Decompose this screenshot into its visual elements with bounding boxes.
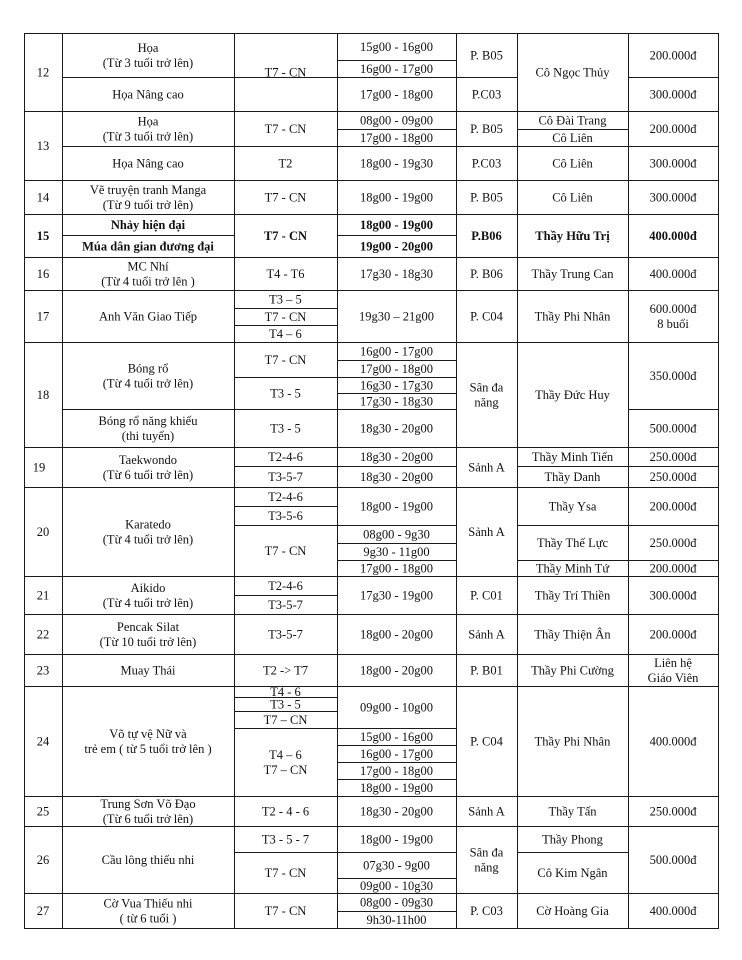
course-time: 07g30 - 9g00 [363,858,430,873]
course-days: T4 – 6 T7 – CN [263,748,308,777]
course-room: P. B06 [470,267,503,281]
course-room: P.B06 [471,229,502,243]
course-fee: 250.000đ [649,450,697,464]
course-room: P. C03 [470,904,503,918]
course-time: 18g00 - 19g00 [360,218,433,232]
course-time: 18g00 - 19g30 [360,156,433,171]
course-time: 17g30 - 18g30 [360,267,433,281]
course-teacher: Cô Kim Ngân [537,866,608,880]
course-teacher: Thầy Tấn [548,804,597,819]
course-fee: 350.000đ [649,369,697,383]
course-time: 18g00 - 20g00 [360,627,433,642]
course-time: 17g00 - 18g00 [360,764,433,778]
course-time: 08g00 - 9g30 [363,527,430,542]
course-days: T3 - 5 [270,421,301,436]
course-fee: 500.000đ [649,853,697,867]
course-time: 17g00 - 18g00 [360,87,433,102]
course-days: T7 - CN [264,353,307,367]
course-teacher: Thầy Phi Nhân [534,309,611,324]
row-number: 12 [36,65,50,80]
row-number: 22 [36,627,50,642]
course-days: T3-5-7 [268,470,303,484]
course-teacher: Thầy Trung Can [531,267,614,281]
course-room: Sảnh A [468,804,505,819]
course-fee: 250.000đ [649,470,697,484]
course-fee: 250.000đ [649,536,697,550]
course-fee: 200.000đ [649,499,697,514]
course-fee: 200.000đ [649,561,697,576]
course-days: T4 – 6 [269,327,302,341]
course-name: Karatedo (Từ 4 tuổi trở lên) [102,517,194,547]
course-fee: 400.000đ [649,734,697,749]
course-time: 18g00 - 19g00 [360,499,433,514]
course-time: 17g30 - 18g30 [360,394,433,409]
course-teacher: Cô Đài Trang [538,113,607,128]
course-name: Pencak Silat (Từ 10 tuổi trở lên) [99,620,197,649]
row-number: 26 [36,853,50,867]
course-days: T3 - 5 [270,386,301,401]
course-name: Họa (Từ 3 tuổi trở lên) [102,41,194,70]
course-teacher: Thầy Thiện Ân [534,627,611,642]
course-room: P. C04 [470,309,503,324]
course-days: T7 – CN [263,713,308,727]
course-teacher: Thầy Minh Tiến [531,450,614,464]
course-fee: 600.000đ 8 buổi [649,302,697,331]
course-room: Sảnh A [468,460,505,475]
course-fee: 400.000đ [649,904,697,918]
course-days: T7 - CN [264,310,307,324]
course-room: P. C01 [470,588,503,603]
course-time: 18g00 - 19g00 [360,832,433,847]
course-time: 9h30-11h00 [366,913,427,927]
course-days: T7 - CN [264,65,307,80]
course-name: Họa Nâng cao [112,156,184,171]
course-room: P.C03 [471,87,502,102]
course-time: 16g00 - 17g00 [360,344,433,359]
course-time: 17g00 - 18g00 [360,561,433,576]
table-text [33,40,699,927]
course-name: Võ tự vệ Nữ và trẻ em ( từ 5 tuổi trở lên ) [84,727,212,756]
course-room: Sân đa năng [469,380,504,410]
row-number: 27 [36,904,50,918]
course-room: P.C03 [471,156,502,171]
course-name: Vẽ truyện tranh Manga (Từ 9 tuổi trở lên) [89,183,207,212]
course-days: T7 - CN [264,122,307,136]
course-room: P. C04 [470,734,503,749]
course-time: 17g30 - 19g00 [360,588,433,603]
course-name: Nhảy hiện đại [110,218,186,232]
course-time: 18g00 - 19g00 [360,781,433,795]
course-days: T2-4-6 [268,490,303,504]
row-number: 17 [36,309,50,324]
course-name: Cầu lông thiếu nhi [101,853,195,867]
course-time: 18g30 - 20g00 [360,470,433,484]
course-name: Muay Thái [120,663,176,678]
course-fee: 300.000đ [649,190,697,205]
course-days: T7 - CN [264,866,307,880]
row-number: 25 [36,804,50,819]
course-room: Sảnh A [468,627,505,642]
course-time: 16g30 - 17g30 [360,378,433,393]
course-name: Múa dân gian đương đại [82,239,214,254]
course-days: T2 [278,156,293,171]
course-days: T7 - CN [264,544,307,558]
course-days: T7 - CN [263,229,308,243]
row-number: 24 [36,734,50,749]
row-number: 19 [32,460,46,475]
course-time: 15g00 - 16g00 [360,730,433,744]
course-teacher: Thầy Danh [544,470,601,484]
course-name: Họa Nâng cao [112,87,184,102]
course-room: P. B05 [470,190,503,205]
course-time: 17g00 - 18g00 [360,362,433,376]
course-time: 18g30 - 20g00 [360,804,433,819]
course-days: T3-5-7 [268,627,303,642]
row-number: 23 [36,663,50,678]
row-number: 20 [36,525,50,539]
course-days: T3-5-7 [268,598,303,612]
course-days: T2 - 4 - 6 [261,804,310,819]
course-days: T7 - CN [264,190,307,205]
course-teacher: Thầy Hữu Trị [535,229,610,243]
course-time: 08g00 - 09g00 [360,113,433,128]
course-time: 18g00 - 19g00 [360,190,433,205]
course-days: T3 – 5 [269,292,302,307]
course-teacher: Thầy Thế Lực [536,536,609,550]
course-name: Trung Sơn Võ Đạo (Từ 6 tuổi trở lên) [100,797,196,826]
course-time: 18g30 - 20g00 [360,450,433,464]
row-number: 18 [36,388,50,402]
row-number: 16 [36,267,50,281]
course-days: T4 - 6 [270,685,301,699]
course-teacher: Thầy Đức Huy [535,388,610,402]
course-name: Cờ Vua Thiếu nhi ( từ 6 tuổi ) [103,896,193,926]
course-time: 18g30 - 20g00 [360,421,433,436]
course-teacher: Cô Liên [552,156,593,171]
course-days: T2-4-6 [268,450,303,464]
row-number: 14 [36,190,50,205]
course-teacher: Cô Liên [552,131,593,145]
course-fee: 250.000đ [649,804,697,819]
course-teacher: Cô Ngọc Thủy [535,65,610,80]
course-fee: 200.000đ [649,122,697,136]
course-room: Sân đa năng [469,845,504,875]
course-name: Bóng rổ năng khiếu (thi tuyển) [98,414,198,443]
course-time: 08g00 - 09g30 [360,895,433,910]
course-fee: 400.000đ [649,267,697,281]
course-name: Họa (Từ 3 tuổi trở lên) [102,114,194,144]
course-teacher: Thầy Phong [542,832,603,847]
row-number: 13 [36,139,50,153]
course-fee: 200.000đ [649,48,697,63]
course-time: 16g00 - 17g00 [360,62,433,76]
course-fee: 300.000đ [649,87,697,102]
course-teacher: Cờ Hoàng Gia [536,904,609,918]
course-teacher: Thầy Trí Thiền [534,588,611,603]
course-time: 17g00 - 18g00 [360,131,433,145]
course-time: 09g00 - 10g30 [360,879,433,893]
course-time: 15g00 - 16g00 [360,40,433,54]
course-time: 19g00 - 20g00 [360,239,433,254]
course-room: P. B05 [470,122,503,136]
course-time: 19g30 – 21g00 [359,309,434,324]
course-days: T2-4-6 [268,579,303,593]
course-name: Bóng rổ (Từ 4 tuổi trở lên) [102,361,194,391]
course-time: 9g30 - 11g00 [363,545,430,559]
course-days: T3-5-6 [268,509,303,523]
row-number: 15 [36,229,50,243]
course-days: T4 - T6 [266,267,305,281]
course-name: MC Nhí (Từ 4 tuổi trở lên ) [101,259,195,289]
course-name: Taekwondo (Từ 6 tuổi trở lên) [102,453,194,482]
course-teacher: Thầy Phi Cường [531,663,614,678]
course-fee: 500.000đ [649,421,697,436]
course-room: P. B01 [470,663,503,678]
course-fee: Liên hệ Giáo Viên [647,656,699,685]
course-time: 16g00 - 17g00 [360,747,433,761]
course-days: T3 - 5 [270,697,301,712]
course-room: P. B05 [470,48,503,63]
course-time: 18g00 - 20g00 [360,663,433,678]
course-room: Sảnh A [468,525,505,539]
course-teacher: Thầy Phi Nhân [534,734,611,749]
course-fee: 200.000đ [649,627,697,642]
row-number: 21 [36,588,50,603]
course-time: 09g00 - 10g00 [360,700,433,715]
course-fee: 300.000đ [649,588,697,603]
course-days: T2 -> T7 [262,663,309,678]
course-days: T7 - CN [264,904,307,918]
course-teacher: Thầy Minh Tứ [535,561,610,576]
course-name: Anh Văn Giao Tiếp [98,309,198,324]
course-teacher: Thầy Ysa [548,499,597,514]
course-days: T3 - 5 - 7 [261,832,310,847]
course-teacher: Cô Liên [552,190,593,205]
course-name: Aikido (Từ 4 tuổi trở lên) [102,581,194,610]
course-fee: 400.000đ [649,229,697,243]
course-fee: 300.000đ [649,156,697,171]
